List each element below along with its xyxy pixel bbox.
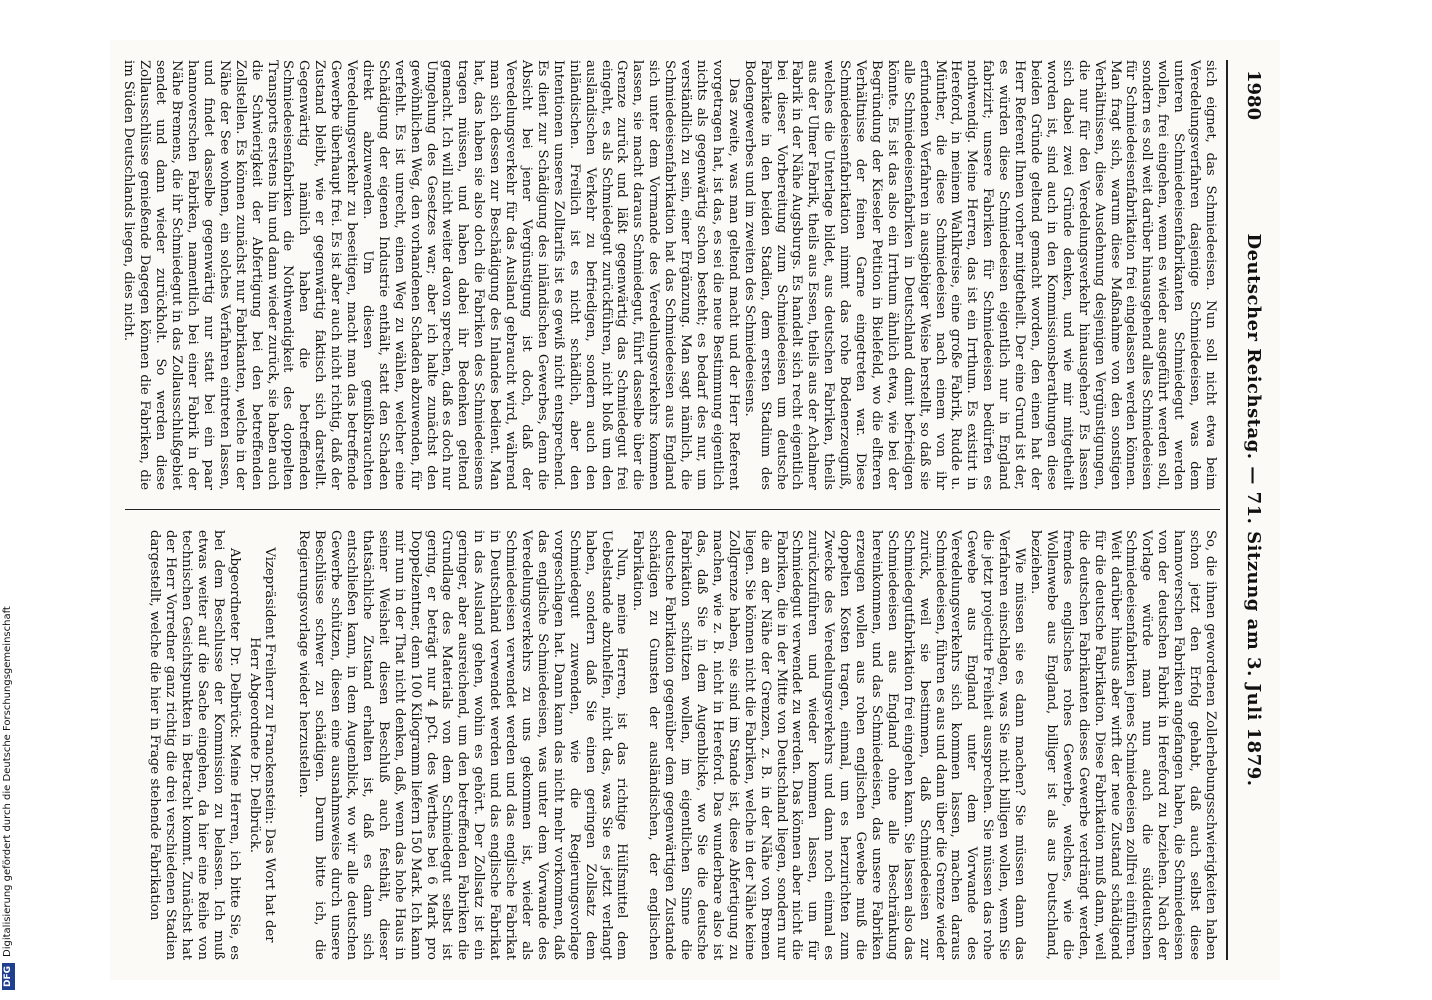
column-divider bbox=[125, 509, 1220, 510]
speaker-line: Vizepräsident Freiherr zu Franckenstein: Das Wort hat der Herr Abgeordnete Dr. Delbrück. bbox=[246, 547, 278, 943]
paragraph: Nun, meine Herren, ist das richtige Hülfsmittel dem Uebelstande abzuhelfen, nicht das, was Sie es jetzt verlangt haben, sondern daß Sie einen geringen Zollsatz dem Schmiedegut zuwenden, wie die Regierungsvorlage vorgeschlagen hat. Dann kann das nicht mehr vorkommen, daß das englische Schmiedeeisen, was unter dem Vorwande des Veredelungsverkehrs zu uns gekommen ist, wieder als Schmiedeeisen verwendet werden und das englische Fabrikat in Deutschland verwendet werden und das englische Fabrikat in das Ausland gehen, wohin es gehört. Der Zollsatz ist ein geringer, aber ausreichend, um den betreffenden Fabriken die Grundlage des Materials von dem Schmiedegut selbst ist gering, er beträgt nur 4 pCt. des Werthes bei 6 Mark pro Doppelzentner, denn 100 Kilogramm liefern 150 Mark. Ich kann mir nun in der That nicht denken, daß, wenn das hohe Haus in seiner Weisheit diesen Beschluß auch festhält, dieser thatsächliche Zustand erhalten ist, daß es dann sich entschließen kann, in dem Augenblick, wo wir alle deutschen Gewerbe schützen, diesen eine ausnahmsweise durch unsere Beschlüsse schwer zu schädigen. Darum bitte ich, die Regierungsvorlage wieder herzustellen. bbox=[296, 530, 630, 960]
page-header bbox=[1234, 70, 1264, 950]
right-column bbox=[123, 530, 1218, 960]
rotated-text-block bbox=[110, 40, 1280, 980]
digitization-credit bbox=[0, 40, 16, 990]
header-rule bbox=[1226, 60, 1228, 960]
page-number: 1980 bbox=[1243, 70, 1264, 121]
paragraph: Abgeordneter Dr. Delbrück: Meine Herren, ich bitte Sie, es bei dem Beschlusse der Kommission zu belassen. Ich muß etwas weiter auf die Sache eingehen, da hier eine Reihe von technischen Gesichtspunkten in Betracht kommt. Zunächst hat der Herr Vorredner ganz richtig die drei verschiedenen Stadien dargestellt, welche die hier in Frage stehende Fabrikation bbox=[147, 530, 242, 960]
paragraph: Das zweite, was man geltend macht und der Herr Referent vorgetragen hat, ist das, es sei die neue Bestimmung eigentlich nichts als gegenwärtig schon besteht; es bedarf des nur, um verständlich zu sein, einer Ergänzung. Man sagt nämlich, die Schmiedeeisenfabrikation hat das Schmiedeeisen aus England sich unter dem Vormande des Veredelungsverkehrs kommen lassen, sie macht daraus Schmiedegut, führt dasselbe über die Grenze zurück und läßt gegenwärtig das Schmiedegut frei eingeht, es als Schmiedegut zurückführen, nicht bloß um den ausländischen Verkehr zu befriedigen, sondern auch den inländischen. Freilich ist es nicht schädlich, aber den Intentionen unseres Zolltarifs ist es gewiß nicht entsprechend. Es dient zur Schädigung des inländischen Gewerbes, denn die Absicht bei jener Vergünstigung ist doch, daß der Veredelungsverkehr für das Ausland gebraucht wird, während man sich dessen zur Beschädigung des Inlandes bedient. Man hat, das haben sie also doch die Fabriken des Schmiedeeisens tragen müssen, und haben dabei ihr Bedenken geltend gemacht. Ich will nicht weiter davon sprechen, daß es doch nur Umgehung des Gesetzes war; aber ich halte zunächst den gewöhnlichen Weg, den vorhandenen Schaden abzuwenden, für verfehlt. Es ist unrecht, einen Weg zu wählen, welcher eine Schädigung der eigenen Industrie enthält, statt den Schaden direkt abzuwenden. Um diesen gemißbrauchten Veredelungsverkehr zu beseitigen, macht man das betreffende Gewerbe überhaupt frei. Es ist aber auch nicht richtig, daß der Zustand bleibt, wie er gegenwärtig faktisch sich darstellt. Gegenwärtig nämlich haben die betreffenden Schmiedeeisenfabriken die Nothwendigkeit des doppelten Transports erstens hin und dann wieder zurück, sie haben auch die Schwierigkeit der Abfertigung bei den betreffenden Zollstellen. Es können zunächst nur Fabrikanten, welche in der Nähe der See wohnen, ein solches Verfahren eintreten lassen, und findet dasselbe gegenwärtig nur statt bei ein paar hannoverschen Fabriken, namentlich bei einer Fabrik in der Nähe Bremens, die ihr Schmiedegut in das Zollausschlußgebiet sendet und dann wieder zurückholt. So werden diese Zollausschlüsse genießende Dagegen können die Fabriken, die im Süden Deutschlands liegen, dies nicht. bbox=[121, 60, 741, 490]
document-page bbox=[110, 40, 1280, 980]
paragraph: So, die ihnen gewordenen Zollerhebungsschwierigkeiten haben schon jetzt den Erfolg gehabt, daß auch selbst diese hannoverschen Fabriken angefangen haben, die Schmiedeeisen von der deutschen Fabrik in Hereford zu beziehen. Nach der Vorlage würde man nun auch die süddeutschen Schmiedeeisenfabriken jenes Schmiedeeisen zollfrei einführen. Weit darüber hinaus aber wirft der neue Zustand schädigend für die deutsche Fabrikation. Diese Fabrikation muß dann, weil die deutschen Fabrikanten dieses Gewerbe verdrängt werden, fremdes englisches rohes Gewerbe, welches, wie die Wollenwebe aus England, billiger ist als aus Deutschland, beziehen. bbox=[1028, 530, 1218, 960]
paragraph: Wie müssen sie es dann machen? Sie müssen dann das Verfahren einschlagen, was Sie nicht billigen wollen, wenn Sie die jetzt projectirte Freiheit aussprechen. Sie müssen das rohe Gewebe aus England unter dem Vorwande des Veredelungsverkehrs sich kommen lassen, machen daraus Schmiedeeisen, führen es aus und dann über die Grenze wieder zurück, weil sie bestimmen, daß Schmiedeeisen zur Schmiedegutfabrikation frei eingehen kann. Sie lassen also das Schmiedeeisen aus England ohne alle Beschränkung hereinkommen, und das Schmiedeeisen, das unsere Fabriken erzeugen wollen aus rohen englischen Gewebe muß die doppelten Kosten tragen, einmal, um es herzurichten zum Zwecke des Veredelungsverkehrs und dann noch einmal es zurückzuführen und wieder kommen lassen, um für Schmiedegut verwendet zu werden. Das können aber nicht die Fabriken, die in der Mitte von Deutschland liegen, sondern nur die an der Nähe der Grenzen, z. B. in der Nähe von Bremen liegen. Sie können nicht die Fabriken, welche in der Nähe keine Zollgrenze haben, sie sind im Stande ist, diese Abfertigung zu machen, wie z. B. nicht in Hereford. Das wunderbare also ist das, daß Sie in dem Augenblicke, wo Sie die deutsche Fabrikation schützen wollen, im eigentlichen Sinne die deutsche Fabrikation gegenüber dem gegenwärtigen Zustande schädigen zu Gunsten der ausländischen, der englischen Fabrikation. bbox=[630, 530, 1028, 960]
paragraph: sich eignet, das Schmiedeeisen. Nun soll nicht etwa beim Veredelungsverfahren dasjenige Schmiedeeisen, was dem unteren Schmiedeeisenfabrikanten Schmiedegut werden wollen, frei eingehen, wenn es wieder ausgeführt werden soll, sondern es soll weit darüber hinausgehend alles Schmiedeeisen für Schmiedeeisenfabrikation frei eingelassen werden können. Man fragt sich, warum diese Maßnahme von den sonstigen Verhältnissen, diese Ausdehnung desjenigen Vergünstigungen, die nur für den Veredelungsverkehr hinausgehen? Es lassen sich dabei zwei Gründe denken, und wie mir mitgetheilt worden ist, sind auch in den Kommissionsberathungen diese beiden Gründe geltend gemacht worden, den einen hat der Herr Referent Ihnen vorher mitgetheilt. Der eine Grund ist der, es würden diese Schmiedeeisen eigentlich nur in England fabrizirt; unsere Fabriken für Schmiedeeisen bedürfen es nothwendig. Meine Herren, das ist ein Irrthum. Es existirt in Hereford, in meinem Wahlkreise, eine große Fabrik, Rudde u. Münther, die diese Schmiedeeisen nach einem von ihr erfundenen Verfahren in ausgiebiger Weise herstellt, so daß sie alle Schmiedeeisenfabriken in Deutschland damit befriedigen könnte. Es ist das also ein Irrthum ähnlich etwa, wie bei der Begründung der Kieseler Petition in Bielefeld, wo die elfteren Verhältnisse der feinen Garne eingetreten war. Diese Schmiedeeisenfabrikation nimmt das rohe Bodenerzeugniß, welches die Unterlage bildet, aus deutschen Fabriken, theils aus der Ulmer Fabrik, theils aus Essen, theils aus der Achalmer Fabrik in der Nähe Augsburgs. Es handelt sich recht eigentlich bei dieser Vorbereitung zum Schmiedeeisen um deutsche Fabrikate in den beiden Stadien, dem ersten Stadium des Bodengewerbes und im zweiten des Schmiedeeisens. bbox=[741, 60, 1218, 490]
page-title: Deutscher Reichstag. — 71. Sitzung am 3. Juli 1879. bbox=[1243, 233, 1264, 787]
dfg-logo-icon: DFG bbox=[2, 963, 15, 990]
left-column bbox=[123, 60, 1218, 490]
credit-text: Digitalisierung gefördert durch die Deutsche Forschungsgemeinschaft bbox=[2, 606, 13, 957]
